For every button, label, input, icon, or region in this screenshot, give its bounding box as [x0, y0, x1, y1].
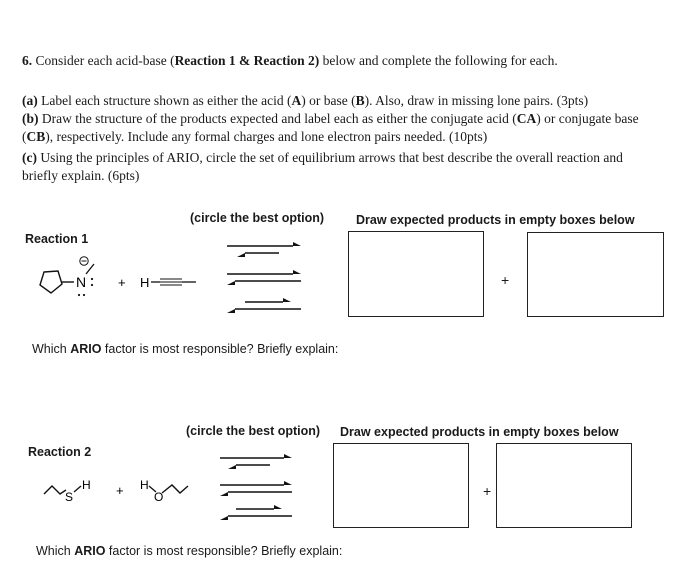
- arrow-option-2[interactable]: [227, 270, 301, 285]
- part-c: (c) Using the principles of ARIO, circle the set of equilibrium arrows that best describe the overall reaction and briefly explain. (6pts): [22, 150, 623, 183]
- question-heading: 6. Consider each acid-base (Reaction 1 & Reaction 2) below and complete the following for each.: [22, 53, 558, 68]
- reaction1-label: Reaction 1: [25, 232, 89, 246]
- arrow-option-1[interactable]: [220, 454, 292, 469]
- atom-h: H: [140, 275, 150, 290]
- arrow-option-3[interactable]: [227, 298, 301, 313]
- atom-o: O: [154, 490, 164, 504]
- reaction1-equilibrium-arrows: [225, 238, 305, 322]
- reaction1-plus-products: +: [501, 272, 510, 288]
- reaction2-plus-products: +: [483, 483, 492, 499]
- reaction1-circle-hint: (circle the best option): [190, 211, 325, 225]
- reaction2-product-box-2[interactable]: [496, 443, 632, 528]
- plus-reactants-1: +: [118, 275, 126, 290]
- reaction2-equilibrium-arrows: [218, 451, 298, 527]
- reaction2-product-box-1[interactable]: [333, 443, 469, 528]
- atom-n: N: [76, 274, 87, 290]
- reaction1-products-hint: Draw expected products in empty boxes below: [356, 213, 635, 227]
- reaction1-reactants: [30, 252, 210, 312]
- cyclopentane-ring: [40, 271, 62, 293]
- atom-s: S: [65, 490, 74, 504]
- arrow-option-1[interactable]: [227, 242, 301, 257]
- reaction2-reactants: [40, 470, 200, 510]
- reaction1-product-box-2[interactable]: [527, 232, 664, 317]
- reaction1-product-box-1[interactable]: [348, 231, 484, 317]
- arrow-option-3[interactable]: [220, 505, 292, 520]
- part-a: (a) Label each structure shown as either the acid (A) or base (B). Also, draw in missing lone pairs. (3pts): [22, 93, 589, 108]
- reaction2-ario-prompt: Which ARIO factor is most responsible? Briefly explain:: [36, 544, 343, 558]
- reaction1-ario-prompt: Which ARIO factor is most responsible? Briefly explain:: [32, 342, 339, 356]
- plus-reactants-2: +: [116, 483, 124, 498]
- atom-sh-h: H: [82, 478, 91, 492]
- reaction2-circle-hint: (circle the best option): [186, 424, 321, 438]
- arrow-option-2[interactable]: [220, 481, 292, 496]
- atom-oh-h: H: [140, 478, 149, 492]
- reaction2-products-hint: Draw expected products in empty boxes below: [340, 425, 619, 439]
- reaction2-label: Reaction 2: [28, 445, 92, 459]
- part-b: (b) Draw the structure of the products expected and label each as either the conjugate acid (CA) or conjugate base (CB), respectively. Include any formal charges and lone electron pairs needed. (10pts): [22, 111, 639, 144]
